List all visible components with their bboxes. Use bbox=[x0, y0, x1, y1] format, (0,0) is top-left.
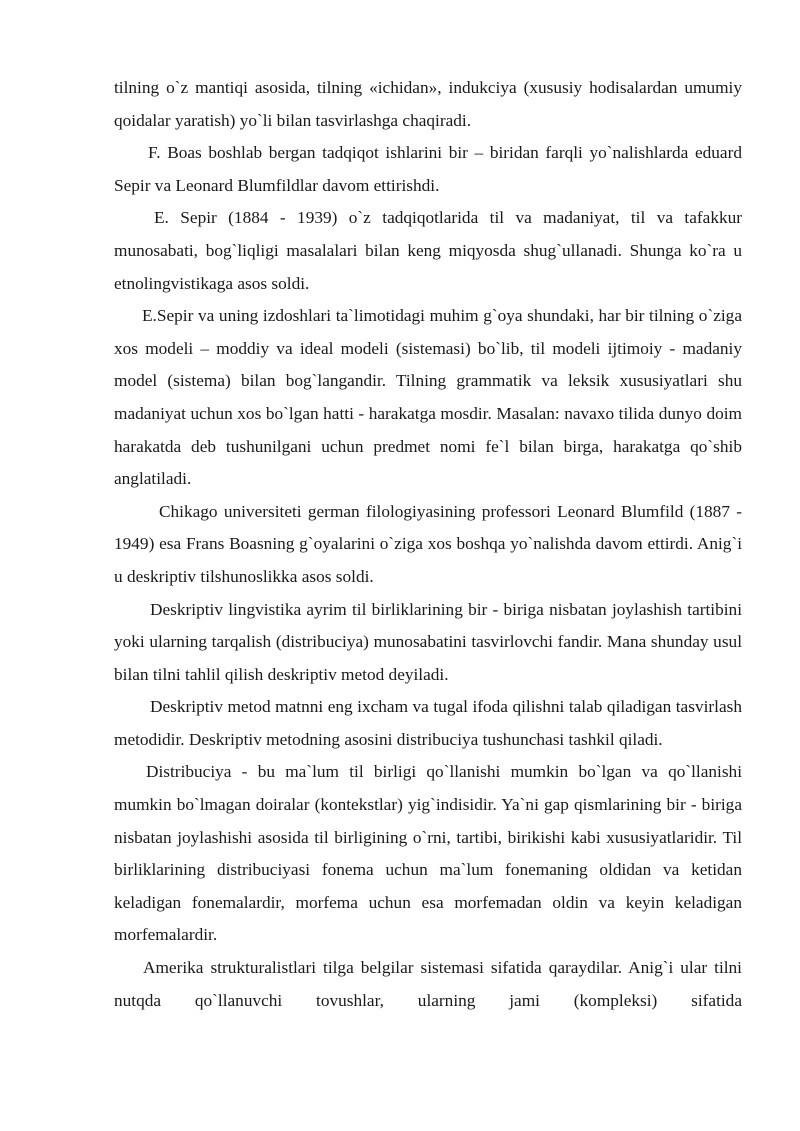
paragraph-6: Deskriptiv lingvistika ayrim til birliklarining bir - biriga nisbatan joylashish tartibini yoki ularning tarqalish (distribuciya) munosabatini tasvirlovchi fandir. Mana shunday usul bilan tilni tahlil qilish deskriptiv metod deyiladi. bbox=[114, 599, 742, 684]
paragraph-2: F. Boas boshlab bergan tadqiqot ishlarini bir – biridan farqli yo`nalishlarda eduard Sepir va Leonard Blumfildlar davom ettirishdi. bbox=[114, 143, 742, 195]
paragraph-9: Amerika strukturalistlari tilga belgilar sistemasi sifatida qaraydilar. Anig`i ular tilni nutqda qo`llanuvchi tovushlar, ularning jami (kompleksi) sifatida bbox=[114, 958, 742, 1010]
paragraph-8: Distribuciya - bu ma`lum til birligi qo`llanishi mumkin bo`lgan va qo`llanishi mumkin bo`lmagan doiralar (kontekstlar) yig`indisidir. Ya`ni gap qismlarining bir - biriga nisbatan joylashishi asosida til birligining o`rni, tartibi, birikishi kabi xususiyatlaridir. Til birliklarining distribuciyasi fonema uchun ma`lum fonemaning oldidan va ketidan keladigan fonemalardir, morfema uchun esa morfemadan oldin va keyin keladigan morfemalardir. bbox=[114, 762, 742, 945]
paragraph-3: E. Sepir (1884 - 1939) o`z tadqiqotlarida til va madaniyat, til va tafakkur munosabati, bog`liqligi masalalari bilan keng miqyosda shug`ullanadi. Shunga ko`ra u etnolingvistikaga asos soldi. bbox=[114, 208, 742, 293]
paragraph-5: Chikago universiteti german filologiyasining professori Leonard Blumfild (1887 - 1949) esa Frans Boasning g`oyalarini o`ziga xos boshqa yo`nalishda davom ettirdi. Anig`i u deskriptiv tilshunoslikka asos soldi. bbox=[114, 501, 742, 586]
paragraph-4: E.Sepir va uning izdoshlari ta`limotidagi muhim g`oya shundaki, har bir tilning o`ziga xos modeli – moddiy va ideal modeli (sistemasi) bo`lib, til modeli ijtimoiy - madaniy model (sistema) bilan bog`langandir. Tilning grammatik va leksik xususiyatlari shu madaniyat uchun xos bo`lgan hatti - harakatga mosdir. Masalan: navaxo tilida dunyo doim harakatda deb tushunilgani uchun predmet nomi fe`l bilan birga, harakatga qo`shib anglatiladi. bbox=[114, 306, 742, 489]
paragraph-7: Deskriptiv metod matnni eng ixcham va tugal ifoda qilishni talab qiladigan tasvirlash metodidir. Deskriptiv metodning asosini distribuciya tushunchasi tashkil qiladi. bbox=[114, 697, 742, 749]
paragraph-1: tilning o`z mantiqi asosida, tilning «ichidan», indukciya (xususiy hodisalardan umumiy qoidalar yaratish) yo`li bilan tasvirlashga chaqiradi. bbox=[114, 78, 742, 130]
document-page bbox=[114, 72, 742, 1017]
